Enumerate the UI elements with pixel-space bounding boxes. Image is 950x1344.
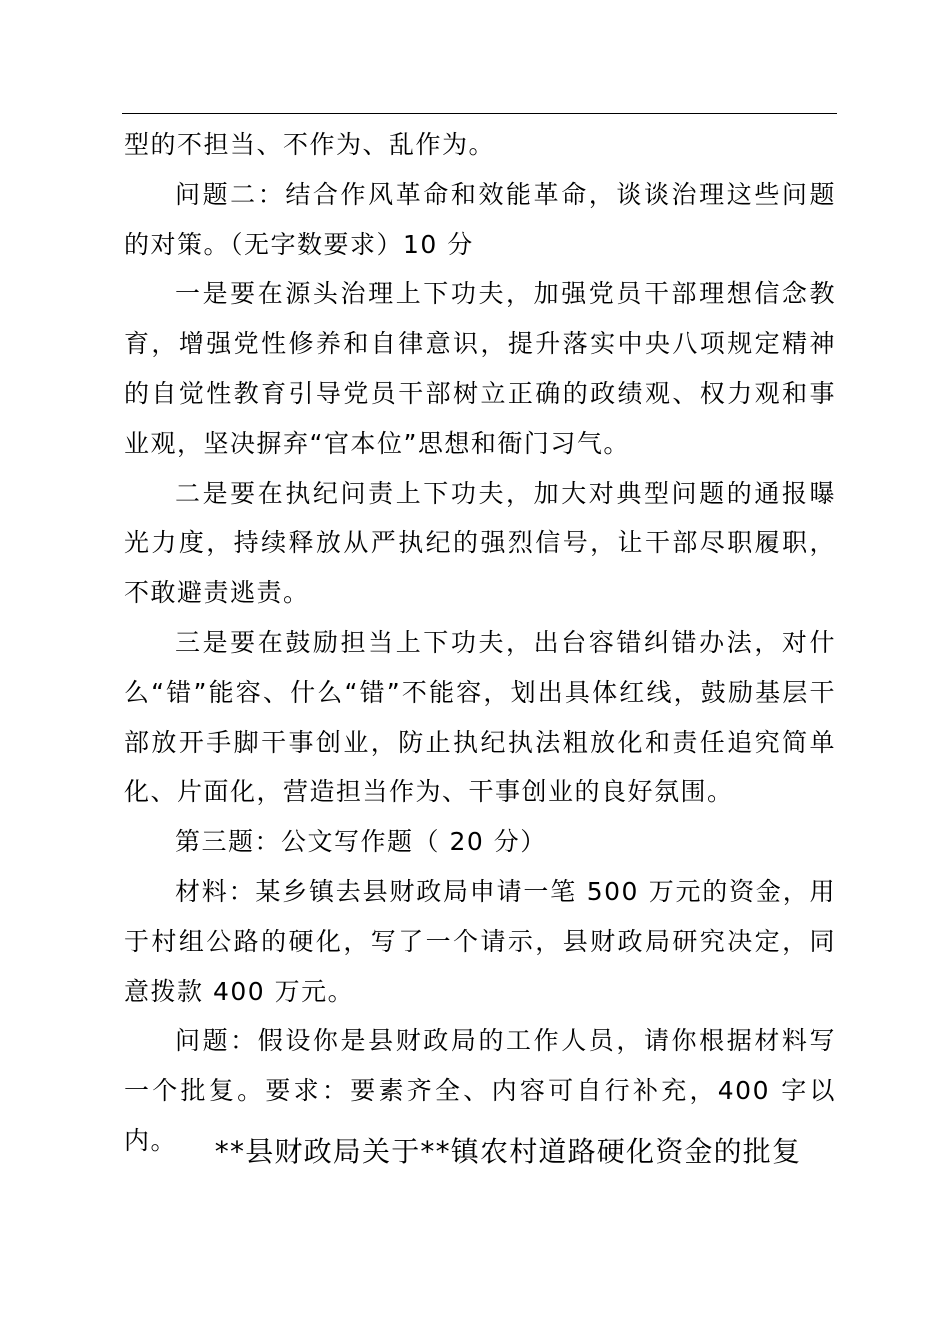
header-rule <box>122 113 837 114</box>
document-body <box>124 120 836 1166</box>
document-title: **县财政局关于**镇农村道路硬化资金的批复 <box>214 1135 802 1168</box>
paragraph-question-two: 问题二：结合作风革命和效能革命，谈谈治理这些问题的对策。（无字数要求）10 分 <box>124 179 836 259</box>
paragraph-continuation: 型的不担当、不作为、乱作为。 <box>124 130 496 159</box>
paragraph-material: 材料：某乡镇去县财政局申请一笔 500 万元的资金，用于村组公路的硬化，写了一个请示，县财政局研究决定，同意拨款 400 万元。 <box>124 876 836 1006</box>
paragraph-point-one: 一是要在源头治理上下功夫，加强党员干部理想信念教育，增强党性修养和自律意识，提升落实中央八项规定精神的自觉性教育引导党员干部树立正确的政绩观、权力观和事业观，坚决摒弃“官本位”思想和衙门习气。 <box>124 279 836 458</box>
paragraph-task: 问题：假设你是县财政局的工作人员，请你根据材料写一个批复。要求：要素齐全、内容可自行补充，400 字以内。 <box>124 1026 836 1155</box>
paragraph-point-two: 二是要在执纪问责上下功夫，加大对典型问题的通报曝光力度，持续释放从严执纪的强烈信号，让干部尽职履职，不敢避责逃责。 <box>124 478 836 608</box>
paragraph-question-three-heading: 第三题：公文写作题（ 20 分） <box>175 827 547 857</box>
paragraph-point-three: 三是要在鼓励担当上下功夫，出台容错纠错办法，对什么“错”能容、什么“错”不能容，划出具体红线，鼓励基层干部放开手脚干事创业，防止执纪执法粗放化和责任追究简单化、片面化，营造担当作为、干事创业的良好氛围。 <box>124 627 836 807</box>
